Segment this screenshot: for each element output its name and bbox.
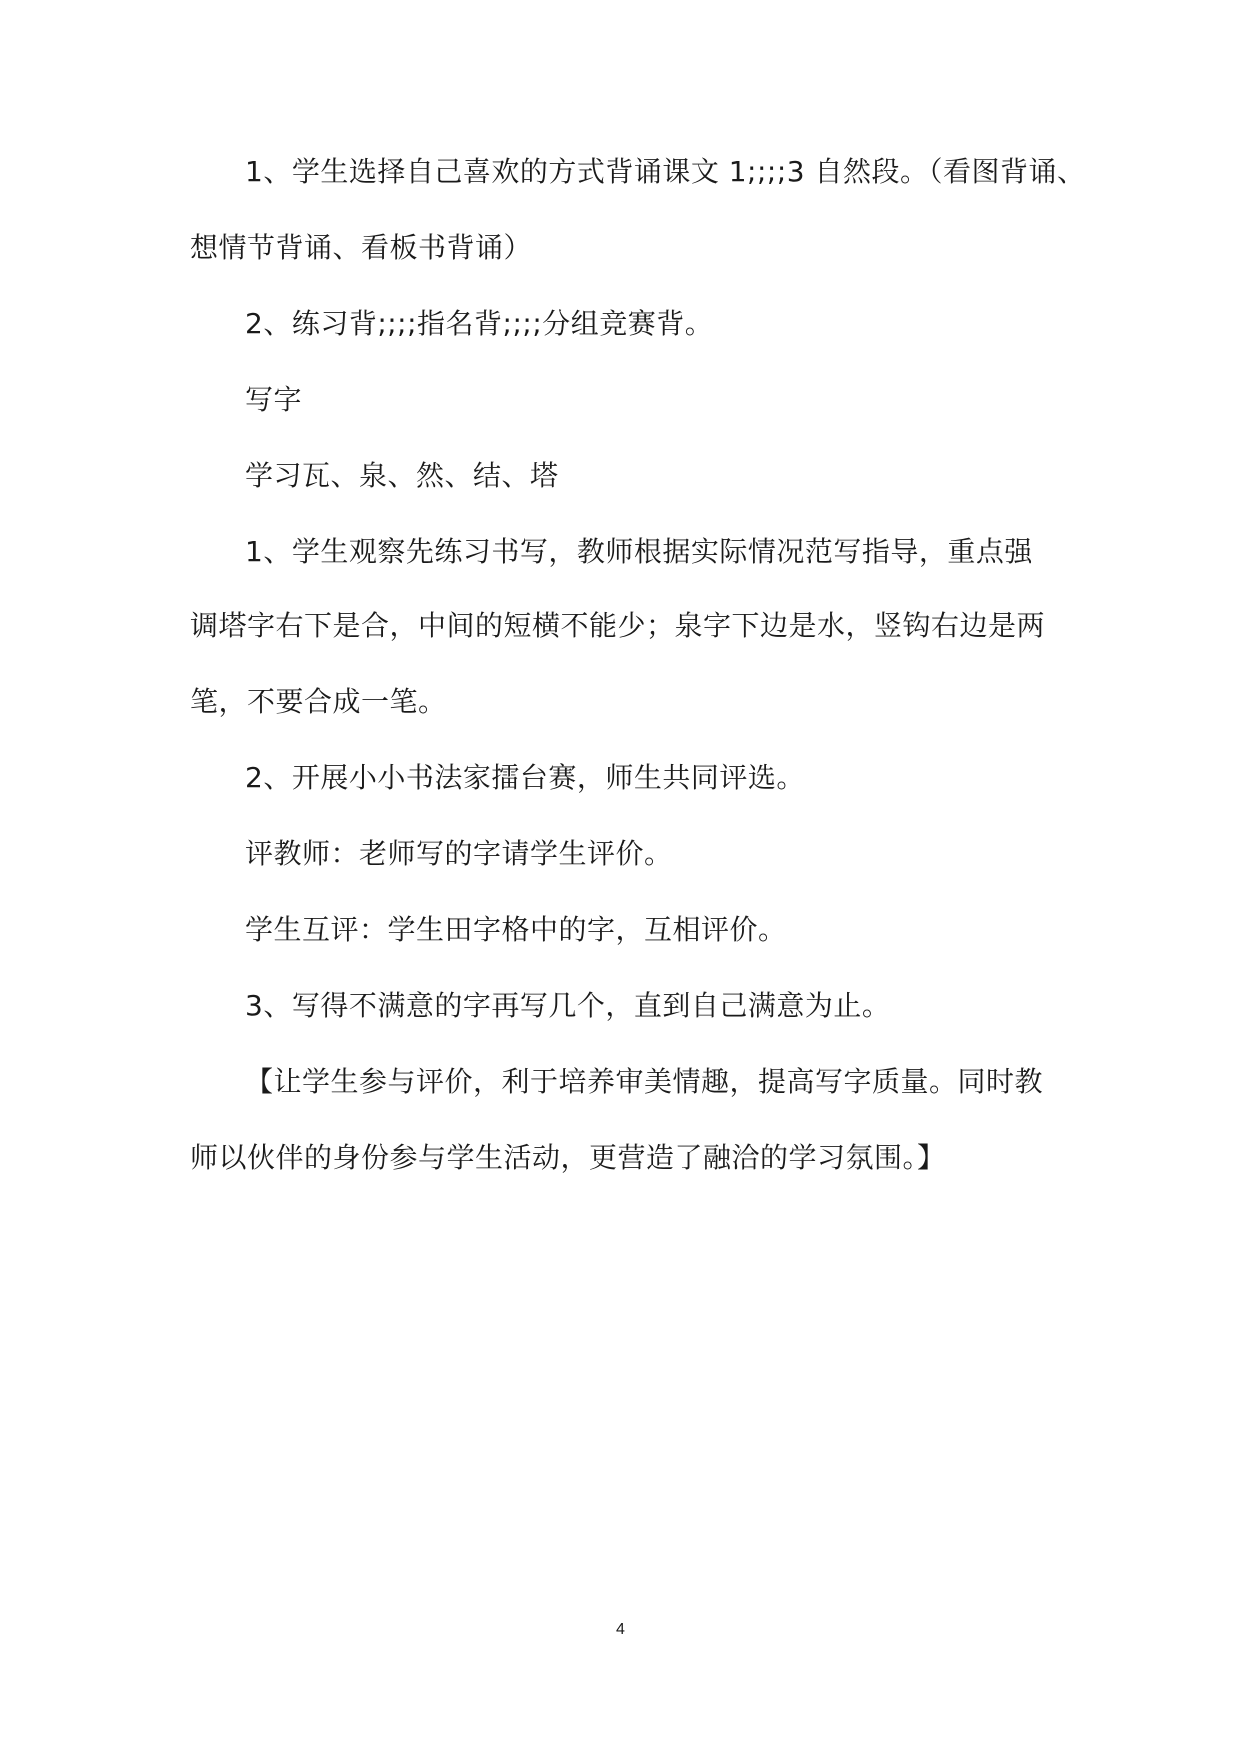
paragraph-line: 学习瓦、泉、然、结、塔 — [245, 459, 559, 492]
section-heading: 写字 — [245, 383, 303, 416]
paragraph-line: 笔，不要合成一笔。 — [190, 685, 447, 718]
paragraph-line: 1、学生选择自己喜欢的方式背诵课文 1;;;;3 自然段。（看图背诵、 — [245, 155, 1086, 188]
paragraph-line: 3、写得不满意的字再写几个，直到自己满意为止。 — [245, 989, 891, 1022]
page-number: 4 — [616, 1621, 625, 1638]
paragraph-line: 师以伙伴的身份参与学生活动，更营造了融洽的学习氛围。】 — [190, 1141, 946, 1174]
paragraph-line: 2、开展小小书法家擂台赛，师生共同评选。 — [245, 761, 805, 794]
paragraph-line: 学生互评：学生田字格中的字，互相评价。 — [245, 913, 787, 946]
paragraph-line: 1、学生观察先练习书写，教师根据实际情况范写指导，重点强 — [245, 535, 1033, 568]
paragraph-line: 【让学生参与评价，利于培养审美情趣，提高写字质量。同时教 — [245, 1065, 1044, 1098]
paragraph-line: 2、练习背;;;;指名背;;;;分组竞赛背。 — [245, 307, 714, 340]
paragraph-line: 评教师：老师写的字请学生评价。 — [245, 837, 673, 870]
paragraph-line: 想情节背诵、看板书背诵） — [190, 231, 533, 264]
paragraph-line: 调塔字右下是合，中间的短横不能少；泉字下边是水，竖钩右边是两 — [190, 609, 1046, 642]
